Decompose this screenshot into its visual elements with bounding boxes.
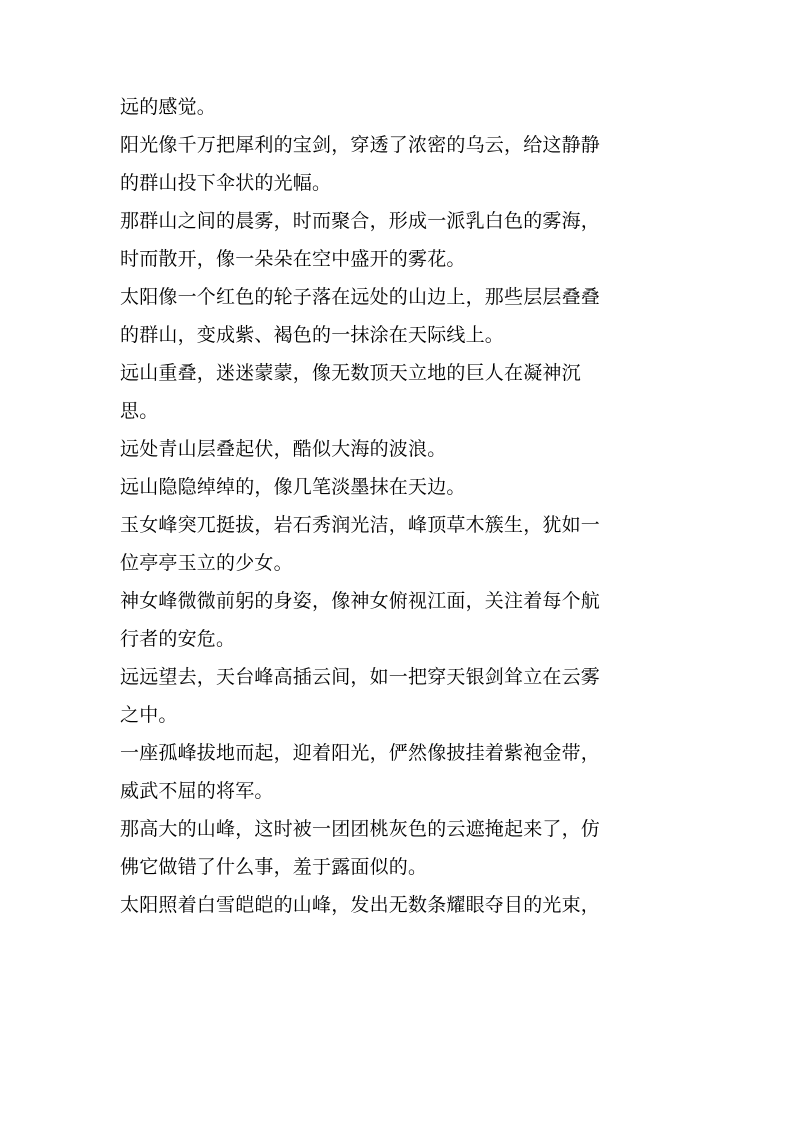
document-body [120,88,660,924]
text-line: 一座孤峰拔地而起，迎着阳光，俨然像披挂着紫袍金带， [120,742,601,764]
text-line: 阳光像千万把犀利的宝剑，穿透了浓密的乌云，给这静静 [120,134,601,156]
text-line: 远山隐隐绰绰的，像几笔淡墨抹在天边。 [120,476,466,498]
text-line: 的群山，变成紫、褐色的一抹涂在天际线上。 [120,324,505,346]
text-line: 远处青山层叠起伏，酷似大海的波浪。 [120,438,447,460]
text-line: 神女峰微微前躬的身姿，像神女俯视江面，关注着每个航 [120,590,601,612]
text-line: 太阳像一个红色的轮子落在远处的山边上，那些层层叠叠 [120,286,601,308]
text-line: 远山重叠，迷迷蒙蒙，像无数顶天立地的巨人在凝神沉 [120,362,581,384]
text-line: 威武不屈的将军。 [120,780,274,802]
text-line: 时而散开，像一朵朵在空中盛开的雾花。 [120,248,466,270]
text-line: 玉女峰突兀挺拔，岩石秀润光洁，峰顶草木簇生，犹如一 [120,514,601,536]
text-line: 思。 [120,400,159,422]
text-line: 佛它做错了什么事，羞于露面似的。 [120,856,428,878]
text-line: 远的感觉。 [120,96,217,118]
text-line: 行者的安危。 [120,628,236,650]
text-line: 的群山投下伞状的光幅。 [120,172,332,194]
text-line: 那群山之间的晨雾，时而聚合，形成一派乳白色的雾海， [120,210,601,232]
text-line: 太阳照着白雪皑皑的山峰，发出无数条耀眼夺目的光束， [120,894,601,916]
text-line: 之中。 [120,704,178,726]
text-line: 位亭亭玉立的少女。 [120,552,293,574]
text-line: 那高大的山峰，这时被一团团桃灰色的云遮掩起来了，仿 [120,818,601,840]
text-line: 远远望去，天台峰高插云间，如一把穿天银剑耸立在云雾 [120,666,601,688]
